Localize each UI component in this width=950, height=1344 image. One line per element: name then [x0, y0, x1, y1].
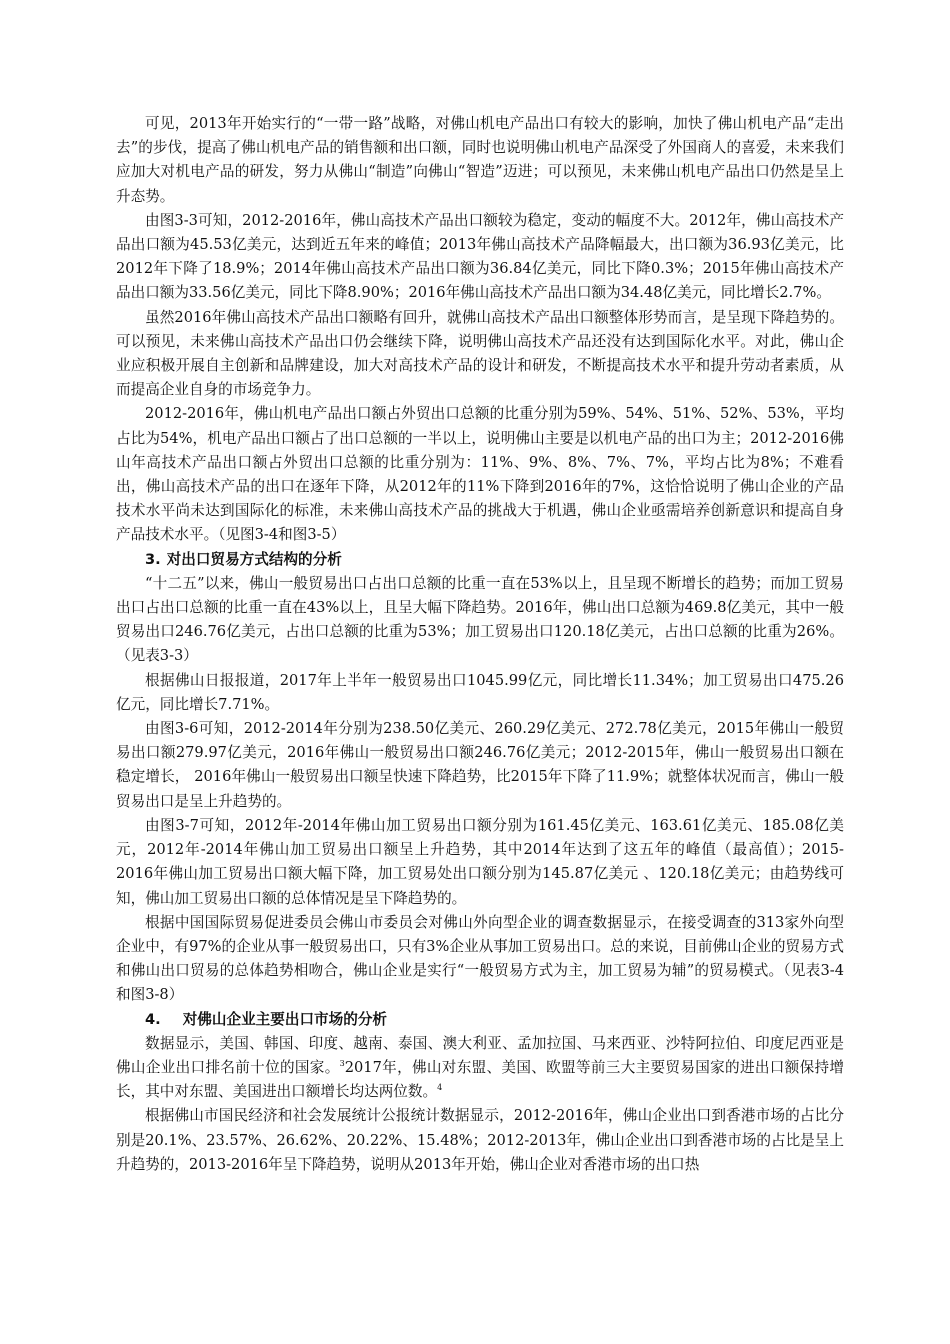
- section-title: 对佛山企业主要出口市场的分析: [182, 1010, 388, 1028]
- paragraph-text: 数据显示，美国、韩国、印度、越南、泰国、澳大利亚、孟加拉国、马来西亚、沙特阿拉伯、印度尼西亚是佛山企业出口排名前十位的国家。: [116, 1034, 844, 1076]
- footnote-ref-4[interactable]: 4: [437, 1083, 443, 1093]
- section-heading-4: [116, 1008, 844, 1032]
- section-title: 对出口贸易方式结构的分析: [166, 550, 342, 568]
- paragraph-daily-report: 根据佛山日报报道，2017年上半年一般贸易出口1045.99亿元，同比增长11.34%；加工贸易出口475.26亿元，同比增长7.71%。: [116, 671, 844, 713]
- paragraph-text: 2017年，佛山对东盟、美国、欧盟等前三大主要贸易国家的进出口额保持增长，其中对东盟、美国进出口额增长均达两位数。: [116, 1058, 844, 1101]
- paragraph-export-share: 2012-2016年，佛山机电产品出口额占外贸出口总额的比重分别为59%、54%、51%、52%、53%，平均占比为54%，机电产品出口额占了出口总额的一半以上，说明佛山主要是以机电产品的出口为主；2012-2016佛山年高技术产品出口额占外贸出口总额的比重分别为：11%、9%、8%、7%、7%，平均占比为8%；不难看出，佛山高技术产品的出口在逐年下降，从2012年的11%下降到2016年的7%，这恰恰说明了佛山企业的产品技术水平尚未达到国际化的标准，未来佛山高技术产品的挑战大于机遇，佛山企业亟需培养创新意识和提高自身产品技术水平。（见图3-4和图3-5）: [116, 405, 844, 544]
- document-page: [116, 112, 844, 1177]
- paragraph-belt-road: 可见，2013年开始实行的“一带一路”战略，对佛山机电产品出口有较大的影响，加快了佛山机电产品“走出去”的步伐，提高了佛山机电产品的销售额和出口额，同时也说明佛山机电产品深受了外国商人的喜爱，未来我们应加大对机电产品的研发，努力从佛山“制造”向佛山“智造”迈进；可以预见，未来佛山机电产品出口仍然是呈上升态势。: [116, 115, 844, 205]
- section-heading-3: [116, 548, 844, 572]
- paragraph-hongkong-market: 根据佛山市国民经济和社会发展统计公报统计数据显示，2012-2016年，佛山企业出口到香港市场的占比分别是20.1%、23.57%、26.62%、20.22%、15.48%；2012-2013年，佛山企业出口到香港市场的占比是呈上升趋势的，2013-2016年呈下降趋势，说明从2013年开始，佛山企业对香港市场的出口热: [116, 1107, 844, 1173]
- paragraph-hightech-trend: 虽然2016年佛山高技术产品出口额略有回升，就佛山高技术产品出口额整体形势而言，是呈现下降趋势的。可以预见，未来佛山高技术产品出口仍会继续下降，说明佛山高技术产品还没有达到国际化水平。对此，佛山企业应积极开展自主创新和品牌建设，加大对高技术产品的设计和研发，不断提高技术水平和提升劳动者素质，从而提高企业自身的市场竞争力。: [116, 308, 844, 399]
- paragraph-processing-trade: 由图3-7可知，2012年-2014年佛山加工贸易出口额分别为161.45亿美元、163.61亿美元、185.08亿美元，2012年-2014年佛山加工贸易出口额呈上升趋势，其中2014年达到了这五年的峰值（最高值）；2015-2016年佛山加工贸易出口额大幅下降，加工贸易处出口额分别为145.87亿美元 、120.18亿美元；由趋势线可知，佛山加工贸易出口额的总体情况是呈下降趋势的。: [116, 816, 844, 907]
- paragraph-survey: 根据中国国际贸易促进委员会佛山市委员会对佛山外向型企业的调查数据显示，在接受调查的313家外向型企业中，有97%的企业从事一般贸易出口，只有3%企业从事加工贸易出口。总的来说，目前佛山企业的贸易方式和佛山出口贸易的总体趋势相吻合，佛山企业是实行“一般贸易方式为主，加工贸易为辅”的贸易模式。（见表3-4和图3-8）: [116, 913, 844, 1004]
- section-number: 4.: [145, 1010, 161, 1028]
- paragraph-hightech-exports: 由图3-3可知，2012-2016年，佛山高技术产品出口额较为稳定，变动的幅度不大。2012年，佛山高技术产品出口额为45.53亿美元，达到近五年来的峰值；2013年佛山高技术产品降幅最大，出口额为36.93亿美元，比2012年下降了18.9%；2014年佛山高技术产品出口额为36.84亿美元，同比下降0.3%；2015年佛山高技术产品出口额为33.56亿美元，同比下降8.90%；2016年佛山高技术产品出口额为34.48亿美元，同比增长2.7%。: [116, 211, 844, 302]
- paragraph-top-markets: [116, 1032, 844, 1105]
- paragraph-trade-mode: “十二五”以来，佛山一般贸易出口占出口总额的比重一直在53%以上，且呈现不断增长的趋势；而加工贸易出口占出口总额的比重一直在43%以上，且呈大幅下降趋势。2016年，佛山出口总额为469.8亿美元，其中一般贸易出口246.76亿美元，占出口总额的比重为53%；加工贸易出口120.18亿美元，占出口总额的比重为26%。（见表3-3）: [116, 574, 844, 665]
- section-number: 3.: [145, 550, 161, 568]
- paragraph-general-trade: 由图3-6可知，2012-2014年分别为238.50亿美元、260.29亿美元、272.78亿美元，2015年佛山一般贸易出口额279.97亿美元，2016年佛山一般贸易出口额246.76亿美元；2012-2015年，佛山一般贸易出口额在稳定增长， 2016年佛山一般贸易出口额呈快速下降趋势，比2015年下降了11.9%；就整体状况而言，佛山一般贸易出口是呈上升趋势的。: [116, 720, 844, 810]
- footnote-ref-3[interactable]: 3: [339, 1059, 345, 1069]
